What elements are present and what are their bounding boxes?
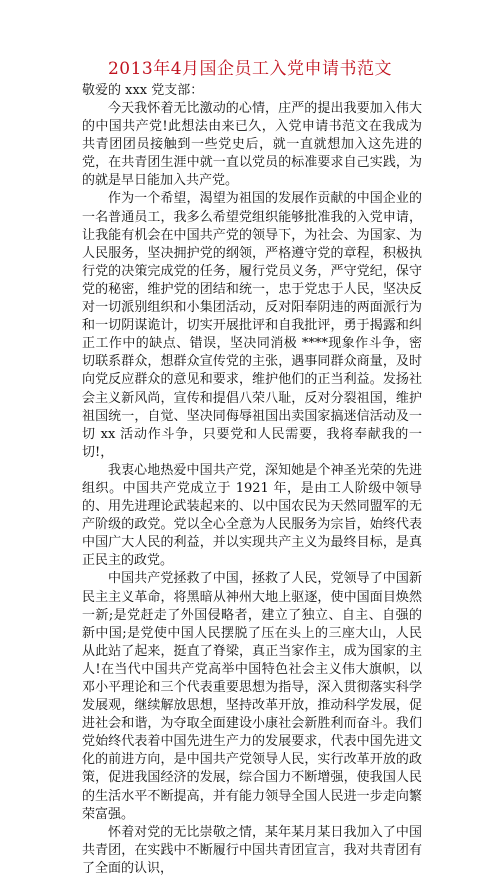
paragraph-2: 作为一个希望，渴望为祖国的发展作贡献的中国企业的一名普通员工，我多么希望党组织能够批准我的入党申请，让我能有机会在中国共产党的领导下，为社会、为国家、为人民服务，坚决拥护党的纲领，严格遵守党的章程，积极执行党的决策完成党的任务，履行党员义务，严守党纪，保守党的秘密，维护党的团结和统一，忠于党忠于人民，坚决反对一切派别组织和小集团活动，反对阳奉阴违的两面派行为和一切阴谋诡计，切实开展批评和自我批评，勇于揭露和纠正工作中的缺点、错误，坚决同消极 ****现象作斗争，密切联系群众，想群众宣传党的主张，遇事同群众商量，及时向党反应群众的意见和要求，维护他们的正当利益。发扬社会主义新风尚，宣传和提倡八荣八耻，反对分裂祖国，维护祖国统一，自觉、坚决同侮辱祖国出卖国家搞迷信活动及一切 xx 活动作斗争，只要党和人民需要，我将奉献我的一切!， [82,191,422,460]
paragraph-1: 今天我怀着无比激动的心情，庄严的提出我要加入伟大的中国共产党!此想法由来已久，入党申请书范文在我成为共青团团员接触到一些党史后，就一直就想加入这先进的党，在共青团生涯中就一直以党员的标准要求自己实践，为的就是早日能加入共产党。 [82,101,422,189]
paragraph-4: 中国共产党拯救了中国，拯救了人民，党领导了中国新民主主义革命，将黑暗从神州大地上驱逐，使中国面目焕然一新;是党赶走了外国侵略者，建立了独立、自主、自强的新中国;是党使中国人民摆脱了压在头上的三座大山，人民从此站了起来，挺直了脊梁，真正当家作主，成为国家的主人!在当代中国共产党高举中国特色社会主义伟大旗帜，以邓小平理论和三个代表重要思想为指导，深入贯彻落实科学发展观，继续解放思想，坚持改革开放，推动科学发展，促进社会和谐，为夺取全面建设小康社会新胜利而奋斗。我们党始终代表着中国先进生产力的发展要求，代表中国先进文化的前进方向，是中国共产党领导人民，实行改革开放的政策，促进我国经济的发展，综合国力不断增强，使我国人民的生活水平不断提高，并有能力领导全国人民进一步走向繁荣富强。 [82,571,422,822]
paragraph-5: 怀着对党的无比崇敬之情，某年某月某日我加入了中国共青团，在实践中不断履行中国共青团宣言，我对共青团有了全面的认识， [82,824,422,876]
document-body [82,82,422,878]
document-title: 2013年4月国企员工入党申请书范文 [107,59,393,79]
paragraph-3: 我衷心地热爱中国共产党，深知她是个神圣光荣的先进组织。中国共产党成立于 1921 年，是由工人阶级中领导的、用先进理论武装起来的、以中国农民为天然同盟军的无产阶级的政党。党以全心全意为人民服务为宗旨，始终代表中国广大人民的利益，并以实现共产主义为最终目标，是真正民主的政党。 [82,462,422,569]
salutation: 敬爱的 xxx 党支部： [82,83,204,98]
